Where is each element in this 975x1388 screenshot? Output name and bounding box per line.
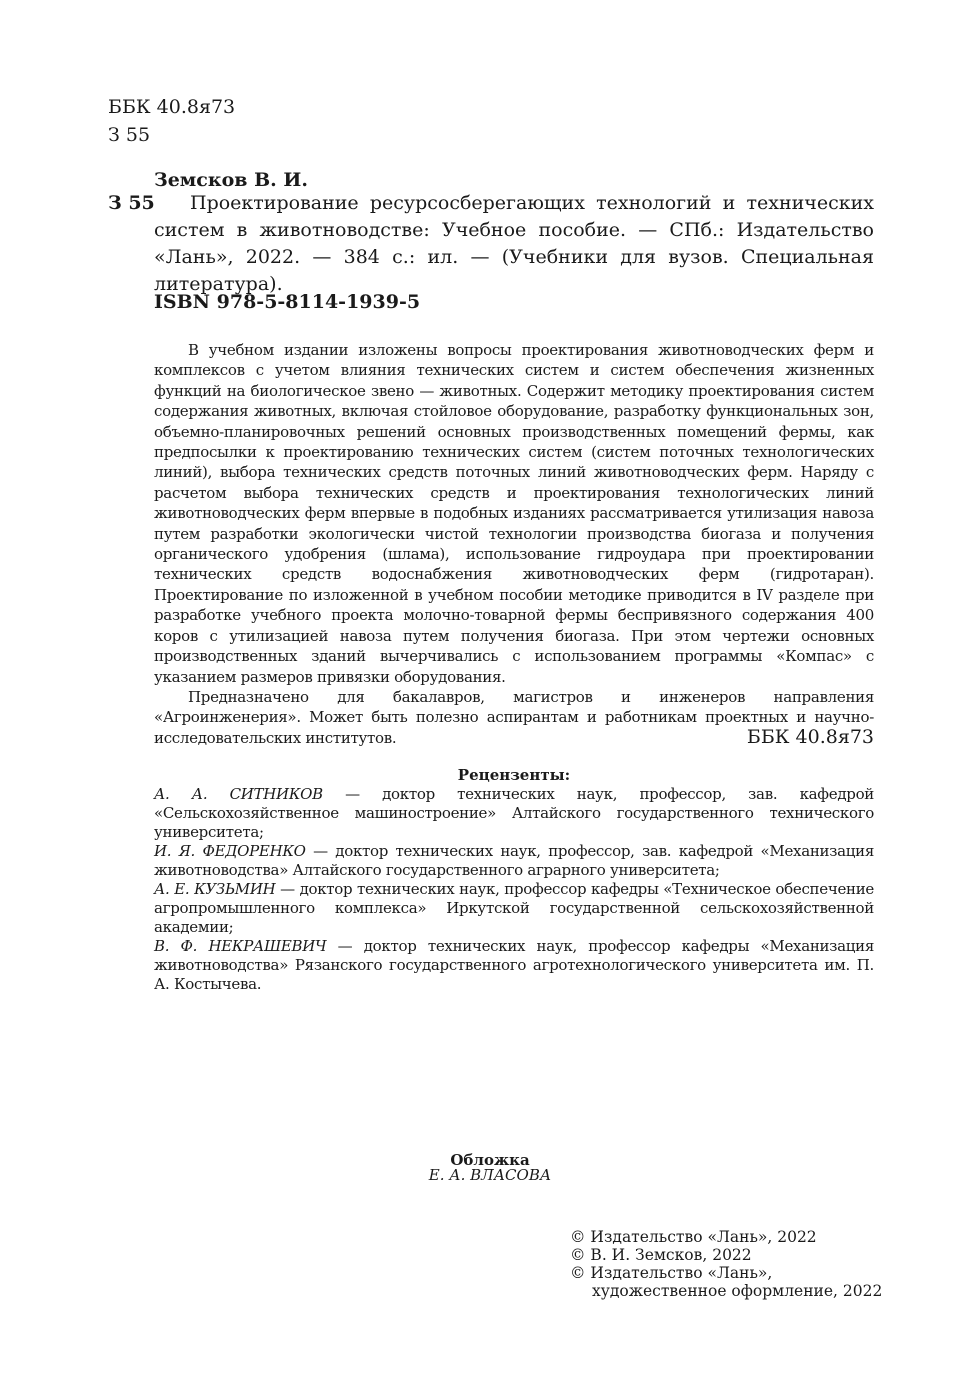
bibliographic-title: Проектирование ресурсосберегающих технологий и технических систем в животноводстве: Учебное пособие. — СПб.: Издательство «Лань», 2022. — 384 с.: ил. — (Учебники для вузов. Специальная литература). bbox=[154, 192, 874, 295]
copyright-line: © Издательство «Лань», 2022 bbox=[570, 1228, 817, 1246]
author-mark-inline: З 55 bbox=[108, 192, 155, 214]
reviewer-description: — доктор технических наук, профессор, зав. кафедрой «Механизация животноводства» Алтайского государственного аграрного университета; bbox=[154, 842, 874, 879]
author-mark: З 55 bbox=[108, 124, 151, 146]
reviewer-name: А. Е. КУЗЬМИН bbox=[154, 880, 276, 898]
annotation-paragraph: В учебном издании изложены вопросы проектирования животноводческих ферм и комплексов с учетом влияния технических систем и систем обеспечения жизненных функций на биологическое звено — животных. Содержит методику проектирования систем содержания животных, включая стойловое оборудование, разработку функциональных зон, объемно-планировочных решений основных производственных помещений фермы, как предпосылки к проектированию технических систем (систем поточных технологических линий), выбора технических средств поточных линий животноводческих ферм. Наряду с расчетом выбора технических средств и проектирования технологических линий животноводческих ферм впервые в подобных изданиях рассматривается утилизация навоза путем разработки экологически чистой технологии производства биогаза и получения органического удобрения (шлама), использование гидроудара при проектировании технических средств водоснабжения животноводческих ферм (гидротаран). Проектирование по изложенной в учебном пособии методике приводится в IV разделе при разработке учебного проекта молочно-товарной фермы беспривязного содержания 400 коров с утилизацией навоза путем получения биогаза. При этом чертежи основных производственных зданий вычерчивались с использованием программы «Компас» с указанием размеров привязки оборудования. bbox=[154, 341, 874, 686]
reviewer-entry bbox=[154, 842, 874, 880]
cover-credit-name: Е. А. ВЛАСОВА bbox=[428, 1166, 552, 1184]
reviewer-entry bbox=[154, 880, 874, 937]
reviewer-description: — доктор технических наук, профессор кафедры «Механизация животноводства» Рязанского государственного агротехнологического университета им. П. А. Костычева. bbox=[154, 937, 874, 993]
reviewer-description: — доктор технических наук, профессор, зав. кафедрой «Сельскохозяйственное машиностроение» Алтайского государственного технического университета; bbox=[154, 785, 874, 841]
reviewer-name: И. Я. ФЕДОРЕНКО bbox=[154, 842, 306, 860]
copyright-line: © Издательство «Лань», bbox=[570, 1264, 773, 1282]
bbk-classification-top bbox=[108, 93, 235, 149]
bbk-classification-bottom: ББК 40.8я73 bbox=[746, 726, 874, 748]
isbn: ISBN 978-5-8114-1939-5 bbox=[154, 291, 421, 313]
reviewers-list bbox=[154, 785, 874, 994]
copyright-line: © В. И. Земсков, 2022 bbox=[570, 1246, 752, 1264]
reviewer-description: — доктор технических наук, профессор кафедры «Техническое обеспечение агропромышленного комплекса» Иркутской государственной сельскохозяйственной академии; bbox=[154, 880, 874, 936]
author-name: Земсков В. И. bbox=[154, 169, 308, 191]
annotation-paragraph: Предназначено для бакалавров, магистров и инженеров направления «Агроинженерия». Может быть полезно аспирантам и работникам проектных и научно-исследовательских институтов. bbox=[154, 687, 874, 747]
bbk-code: ББК 40.8я73 bbox=[108, 96, 236, 118]
annotation bbox=[154, 340, 874, 748]
reviewer-entry bbox=[154, 937, 874, 994]
copyright-line: художественное оформление, 2022 bbox=[592, 1282, 883, 1300]
reviewers-heading: Рецензенты: bbox=[457, 766, 571, 784]
reviewer-entry bbox=[154, 785, 874, 842]
reviewer-name: В. Ф. НЕКРАШЕВИЧ bbox=[154, 937, 327, 955]
copyright-block bbox=[570, 1228, 882, 1300]
cover-credit-label: Обложка bbox=[450, 1151, 530, 1169]
reviewer-name: А. А. СИТНИКОВ bbox=[154, 785, 323, 803]
